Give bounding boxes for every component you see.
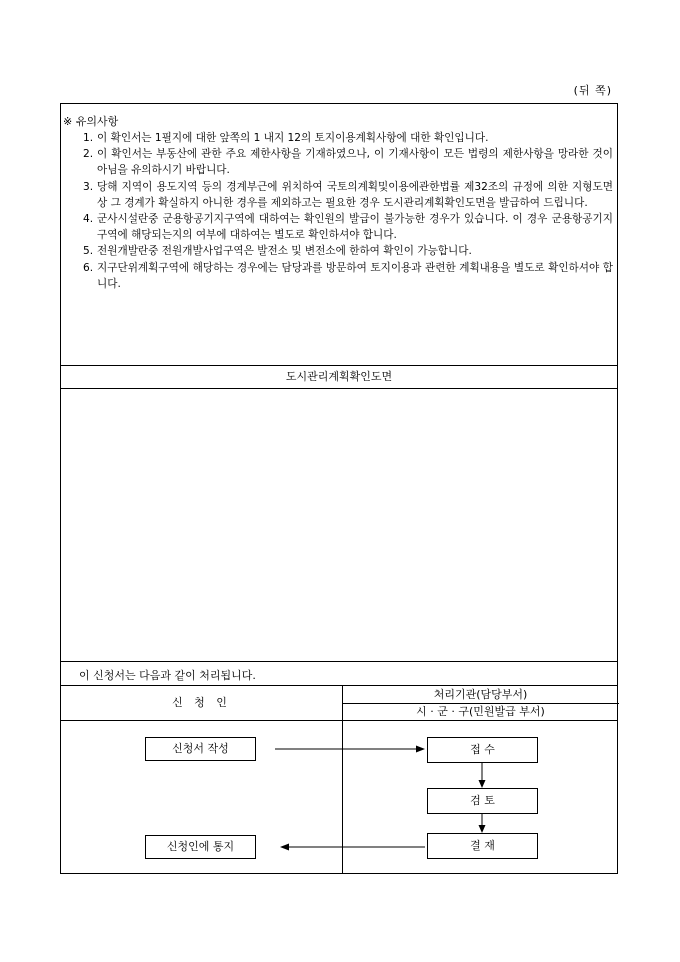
arrow-down-icon <box>476 763 488 788</box>
arrow-down-icon <box>476 814 488 833</box>
note-item <box>83 211 613 243</box>
step-notify-applicant: 신청인에 통지 <box>145 835 256 859</box>
step-approve: 결 재 <box>427 833 538 859</box>
note-number: 3. <box>83 180 94 193</box>
notes-list <box>83 130 613 292</box>
note-number: 5. <box>83 245 94 258</box>
process-intro: 이 신청서는 다음과 같이 처리됩니다. <box>79 669 256 682</box>
note-number: 4. <box>83 213 94 226</box>
agency-column-header: 처리기관(담당부서) <box>433 688 528 701</box>
step-review: 검 토 <box>427 788 538 814</box>
step-write-application: 신청서 작성 <box>145 737 256 761</box>
note-item <box>83 179 613 211</box>
note-text: 전원개발란중 전원개발사업구역은 발전소 및 변전소에 한하여 확인이 가능합니다. <box>97 245 472 258</box>
arrow-left-icon <box>280 841 425 853</box>
note-number: 6. <box>83 261 94 274</box>
step-receive: 접 수 <box>427 737 538 763</box>
map-area <box>61 389 617 660</box>
note-text: 지구단위계획구역에 해당하는 경우에는 담당과를 방문하여 토지이용과 관련한 계획내용을 별도로 확인하셔야 합니다. <box>97 261 613 290</box>
note-item <box>83 146 613 178</box>
note-text: 이 확인서는 부동산에 관한 주요 제한사항을 기재하였으나, 이 기재사항이 모든 법령의 제한사항을 망라한 것이 아님을 유의하시기 바랍니다. <box>97 148 613 177</box>
notes-title: ※ 유의사항 <box>63 115 119 128</box>
note-item <box>83 260 613 292</box>
note-number: 2. <box>83 148 94 161</box>
map-section-title: 도시관리계획확인도면 <box>285 370 393 383</box>
notes-section <box>61 104 617 364</box>
divider <box>61 661 617 662</box>
note-text: 이 확인서는 1필지에 대한 앞쪽의 1 내지 12의 토지이용계획사항에 대한 확인입니다. <box>97 132 489 144</box>
note-text: 군사시설란중 군용항공기지구역에 대하여는 확인원의 발급이 불가능한 경우가 있습니다. 이 경우 군용항공기지구역에 해당되는지의 여부에 대하여는 별도로 확인하셔야 합니다. <box>97 213 613 242</box>
arrow-right-icon <box>275 743 425 755</box>
note-number: 1. <box>83 132 94 144</box>
divider <box>61 720 617 721</box>
agency-column-subheader: 시 · 군 · 구(민원발급 부서) <box>416 705 545 718</box>
note-item <box>83 130 613 146</box>
note-item <box>83 243 613 259</box>
form-frame <box>60 103 618 874</box>
applicant-column-header: 신 청 인 <box>172 696 231 709</box>
note-text: 당해 지역이 용도지역 등의 경계부근에 위치하여 국토의계획및이용에관한법률 제32조의 규정에 의한 지형도면상 그 경계가 확실하지 아니한 경우를 제외하고는 필요한 경우 도시관리계획확인도면을 발급하여 드립니다. <box>97 180 613 209</box>
page-side-label: (뒤 쪽) <box>573 84 612 97</box>
